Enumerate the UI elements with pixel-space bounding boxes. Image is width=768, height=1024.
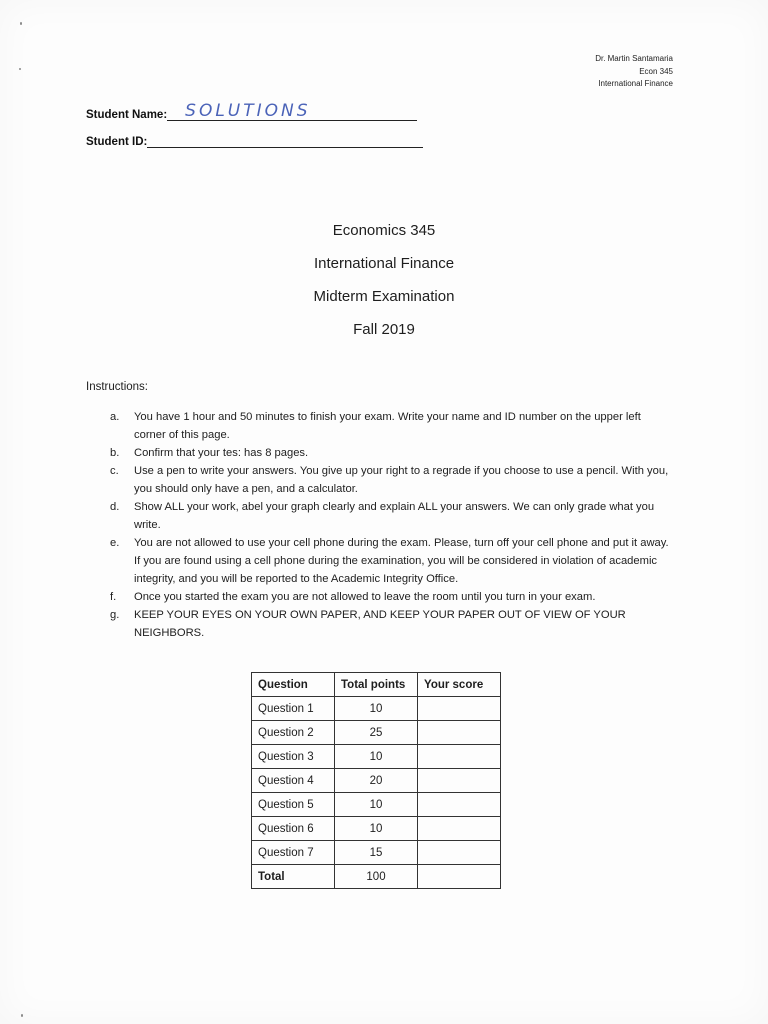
table-row bbox=[252, 817, 501, 841]
course-subtitle: International Finance bbox=[313, 255, 455, 272]
score-cell bbox=[418, 697, 501, 721]
question-cell: Question 5 bbox=[252, 793, 335, 817]
header-your-score: Your score bbox=[418, 673, 501, 697]
instructions-list bbox=[110, 408, 670, 642]
instruction-text: Once you started the exam you are not allowed to leave the room until you turn in your exam. bbox=[134, 591, 596, 603]
instruction-marker: d. bbox=[110, 501, 120, 513]
score-table-header-row bbox=[252, 673, 501, 697]
instruction-text: You are not allowed to use your cell phone during the exam. Please, turn off your cell phone and put it away. If you are found using a cell phone during the examination, you will be considered in violation of academic integrity, and you will be reported to the Academic Integrity Office. bbox=[134, 537, 669, 585]
instruction-text: Use a pen to write your answers. You give up your right to a regrade if you choose to use a pencil. With you, you should only have a pen, and a calculator. bbox=[134, 465, 669, 495]
exam-type: Midterm Examination bbox=[313, 288, 455, 305]
table-row bbox=[252, 721, 501, 745]
points-cell: 10 bbox=[335, 793, 418, 817]
instructor-header bbox=[595, 53, 673, 91]
table-row bbox=[252, 745, 501, 769]
header-total-points: Total points bbox=[335, 673, 418, 697]
instruction-marker: c. bbox=[110, 465, 119, 477]
score-cell bbox=[418, 769, 501, 793]
question-cell: Question 7 bbox=[252, 841, 335, 865]
instruction-marker: g. bbox=[110, 609, 120, 621]
score-cell bbox=[418, 721, 501, 745]
question-cell: Question 1 bbox=[252, 697, 335, 721]
student-id-label: Student ID: bbox=[86, 136, 148, 148]
total-score-cell bbox=[418, 865, 501, 889]
instruction-text: Confirm that your tes: has 8 pages. bbox=[134, 447, 309, 459]
instruction-item bbox=[110, 498, 670, 534]
course-name: International Finance bbox=[598, 79, 673, 88]
score-cell bbox=[418, 745, 501, 769]
instruction-marker: b. bbox=[110, 447, 120, 459]
question-cell: Question 2 bbox=[252, 721, 335, 745]
table-row bbox=[252, 841, 501, 865]
question-cell: Question 6 bbox=[252, 817, 335, 841]
points-cell: 25 bbox=[335, 721, 418, 745]
student-name-line bbox=[167, 101, 417, 121]
table-row bbox=[252, 697, 501, 721]
table-row bbox=[252, 769, 501, 793]
scan-speck bbox=[19, 68, 21, 70]
instructions-heading: Instructions: bbox=[86, 381, 148, 393]
course-code: Econ 345 bbox=[639, 66, 673, 76]
points-cell: 10 bbox=[335, 697, 418, 721]
instruction-marker: a. bbox=[110, 411, 120, 423]
points-cell: 10 bbox=[335, 745, 418, 769]
score-cell bbox=[418, 841, 501, 865]
instruction-text: KEEP YOUR EYES ON YOUR OWN PAPER, AND KEEP YOUR PAPER OUT OF VIEW OF YOUR NEIGHBORS. bbox=[134, 609, 626, 639]
question-cell: Question 4 bbox=[252, 769, 335, 793]
scan-speck bbox=[21, 1014, 23, 1017]
instruction-text: You have 1 hour and 50 minutes to finish your exam. Write your name and ID number on the upper left corner of this page. bbox=[134, 411, 641, 441]
instruction-marker: f. bbox=[110, 591, 117, 603]
score-cell bbox=[418, 793, 501, 817]
student-name-handwriting: SOLUTIONS bbox=[185, 101, 311, 121]
student-id-field bbox=[86, 135, 423, 148]
table-row bbox=[252, 793, 501, 817]
points-cell: 15 bbox=[335, 841, 418, 865]
instruction-text: Show ALL your work, abel your graph clearly and explain ALL your answers. We can only grade what you write. bbox=[134, 501, 655, 531]
instruction-item bbox=[110, 534, 670, 588]
student-id-line bbox=[147, 135, 423, 148]
instruction-item bbox=[110, 408, 670, 444]
exam-title-block bbox=[0, 220, 768, 352]
score-cell bbox=[418, 817, 501, 841]
points-cell: 10 bbox=[335, 817, 418, 841]
total-label-cell: Total bbox=[252, 865, 335, 889]
header-question: Question bbox=[252, 673, 335, 697]
instruction-item bbox=[110, 606, 670, 642]
instructor-name: Dr. Martin Santamaria bbox=[595, 54, 673, 63]
exam-term: Fall 2019 bbox=[353, 321, 415, 338]
points-cell: 20 bbox=[335, 769, 418, 793]
question-cell: Question 3 bbox=[252, 745, 335, 769]
instruction-item bbox=[110, 444, 670, 462]
instruction-item bbox=[110, 462, 670, 498]
scan-speck bbox=[20, 22, 22, 25]
instruction-item bbox=[110, 588, 670, 606]
score-table bbox=[251, 672, 501, 889]
total-row bbox=[252, 865, 501, 889]
instruction-marker: e. bbox=[110, 537, 120, 549]
student-name-label: Student Name: bbox=[86, 109, 168, 121]
student-name-field bbox=[86, 101, 417, 121]
course-title: Economics 345 bbox=[332, 222, 436, 239]
total-points-cell: 100 bbox=[335, 865, 418, 889]
